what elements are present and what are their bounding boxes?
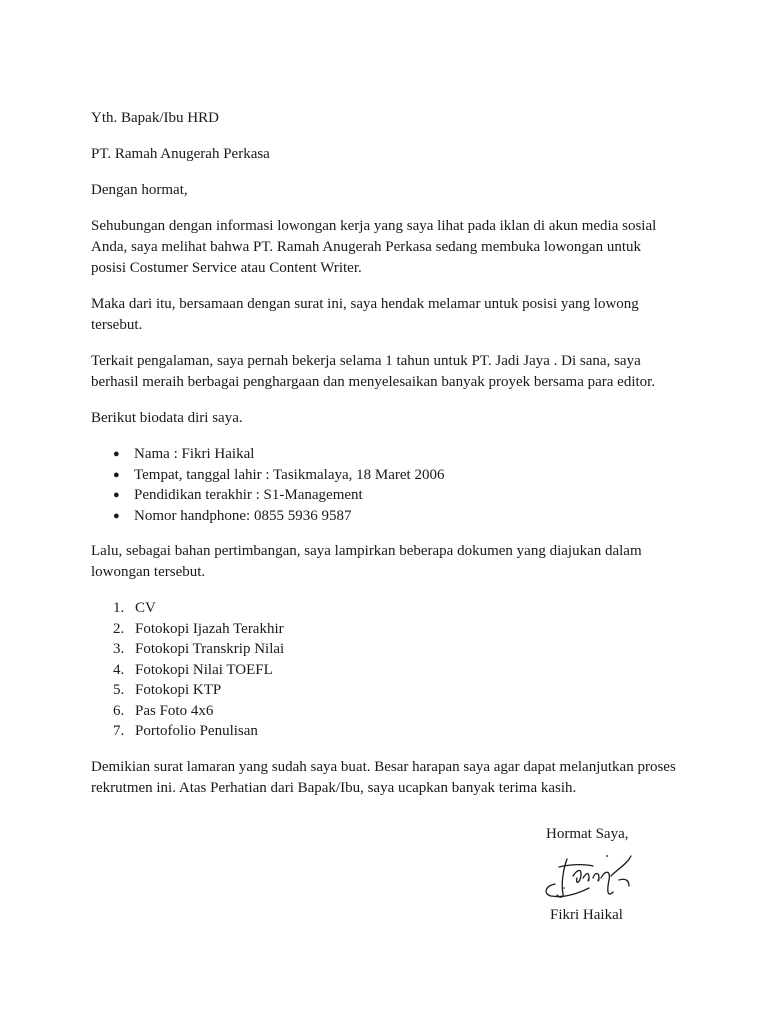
paragraph-experience [91, 351, 691, 393]
list-item [91, 506, 691, 527]
list-item-text: Fotokopi Transkrip Nilai [135, 641, 285, 657]
list-item-text: Pas Foto 4x6 [135, 702, 214, 719]
list-item [91, 701, 691, 722]
biodata-list [91, 444, 691, 526]
paragraph-line: Terkait pengalaman, saya pernah bekerja selama 1 tahun untuk PT. Jadi Jaya . Di sana, saya [91, 353, 641, 369]
paragraph-line: Anda, saya melihat bahwa PT. Ramah Anugerah Perkasa sedang membuka lowongan untuk [91, 239, 641, 255]
paragraph-line: Demikian surat lamaran yang sudah saya buat. Besar harapan saya agar dapat melanjutkan proses [91, 758, 676, 775]
paragraph-line: berhasil meraih berbagai penghargaan dan menyelesaikan banyak proyek bersama para editor. [91, 374, 656, 390]
list-item [91, 598, 691, 619]
bullet-icon: ● [113, 448, 120, 460]
list-item [91, 680, 691, 701]
list-item [91, 444, 691, 465]
list-number: 1. [113, 600, 125, 616]
paragraph-intro [91, 216, 691, 279]
list-number: 2. [113, 620, 125, 637]
list-number: 6. [113, 702, 125, 719]
signature-image [541, 850, 641, 906]
bullet-icon: ● [113, 489, 120, 501]
list-item-text: Tempat, tanggal lahir : Tasikmalaya, 18 Maret 2006 [134, 466, 445, 483]
paragraph-line: Lalu, sebagai bahan pertimbangan, saya lampirkan beberapa dokumen yang diajukan dalam [91, 543, 642, 559]
bullet-icon: ● [113, 509, 120, 522]
recipient-line: Yth. Bapak/Ibu HRD [91, 110, 219, 126]
paragraph-line: posisi Costumer Service atau Content Writer. [91, 260, 362, 276]
list-item-text: Nama : Fikri Haikal [134, 446, 255, 462]
signer-name: Fikri Haikal [550, 907, 623, 923]
list-number: 7. [113, 723, 125, 739]
documents-intro [91, 541, 691, 583]
list-item [91, 639, 691, 660]
list-item-text: Fotokopi Ijazah Terakhir [135, 620, 284, 637]
list-item [91, 619, 691, 640]
list-item-text: CV [135, 600, 156, 616]
list-number: 4. [113, 661, 125, 678]
list-item-text: Fotokopi Nilai TOEFL [135, 661, 273, 678]
greeting-line: Dengan hormat, [91, 182, 188, 198]
paragraph-line: lowongan tersebut. [91, 564, 206, 580]
paragraph-line: tersebut. [91, 317, 143, 333]
list-item-text: Pendidikan terakhir : S1-Management [134, 487, 363, 503]
documents-list [91, 598, 691, 742]
paragraph-line: Maka dari itu, bersamaan dengan surat ini, saya hendak melamar untuk posisi yang lowong [91, 296, 639, 312]
list-item [91, 465, 691, 486]
list-item-text: Nomor handphone: 0855 5936 9587 [134, 507, 352, 524]
list-item-text: Fotokopi KTP [135, 682, 222, 698]
list-number: 3. [113, 641, 125, 657]
paragraph-line: rekrutmen ini. Atas Perhatian dari Bapak/Ibu, saya ucapkan banyak terima kasih. [91, 779, 577, 796]
biodata-intro: Berikut biodata diri saya. [91, 410, 243, 426]
closing-salutation: Hormat Saya, [546, 826, 629, 842]
list-number: 5. [113, 682, 125, 698]
paragraph-line: Sehubungan dengan informasi lowongan kerja yang saya lihat pada iklan di akun media sosial [91, 218, 657, 234]
letter-body [91, 108, 691, 799]
company-line: PT. Ramah Anugerah Perkasa [91, 146, 270, 162]
list-item [91, 485, 691, 506]
paragraph-application [91, 294, 691, 336]
paragraph-closing [91, 757, 691, 799]
list-item [91, 721, 691, 742]
list-item [91, 660, 691, 681]
list-item-text: Portofolio Penulisan [135, 723, 258, 739]
bullet-icon: ● [113, 468, 120, 481]
